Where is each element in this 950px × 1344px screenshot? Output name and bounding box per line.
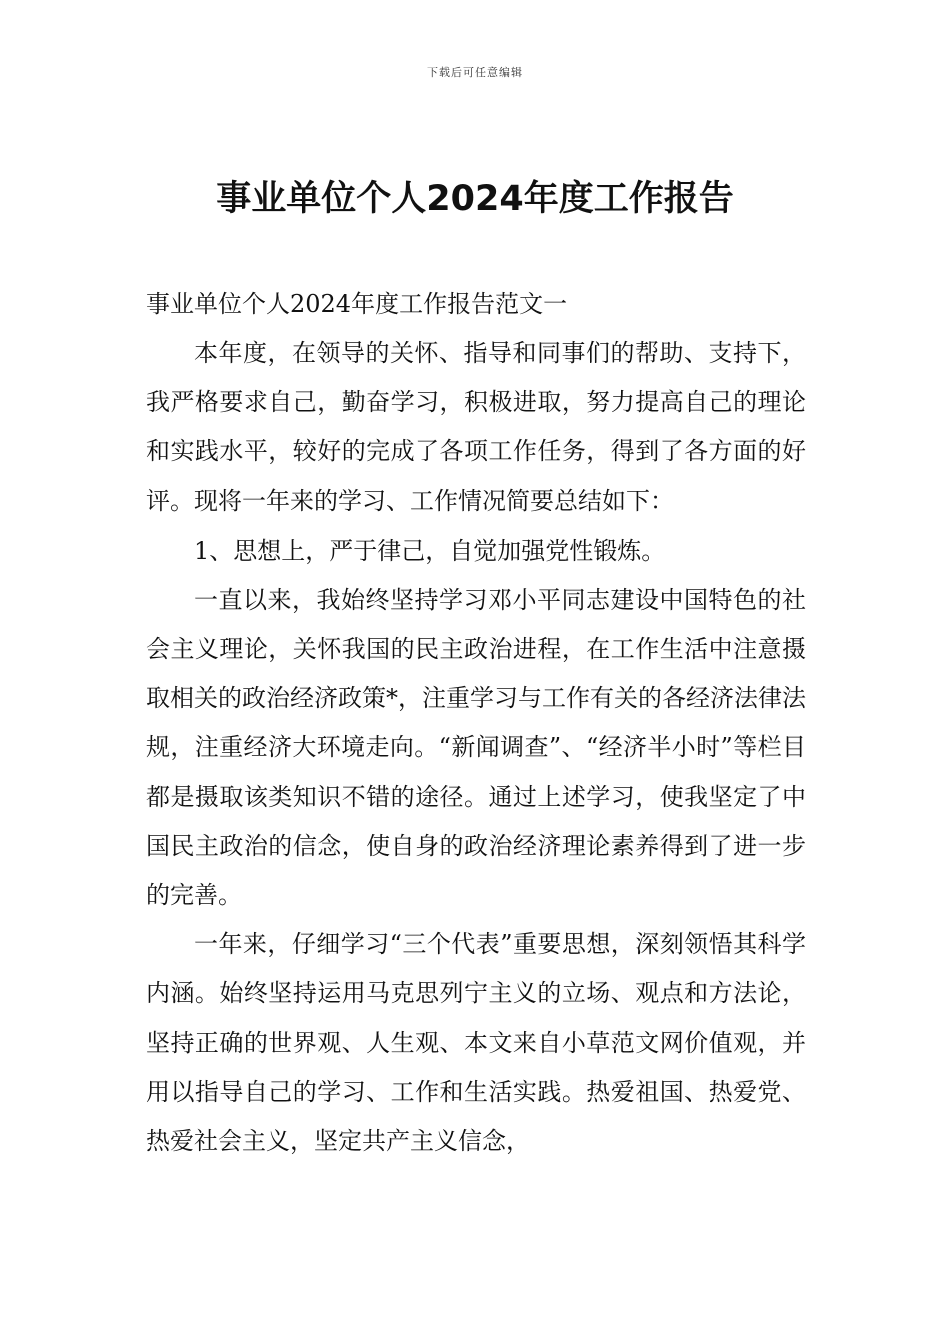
paragraph-theory-study: 一直以来，我始终坚持学习邓小平同志建设中国特色的社会主义理论，关怀我国的民主政治进程，在工作生活中注意摄取相关的政治经济政策*，注重学习与工作有关的各经济法律法规，注重经济大环境走向。“新闻调查”、“经济半小时”等栏目都是摄取该类知识不错的途径。通过上述学习，使我坚定了中国民主政治的信念，使自身的政治经济理论素养得到了进一步的完善。	[146, 585, 806, 910]
paragraph-intro: 本年度，在领导的关怀、指导和同事们的帮助、支持下，我严格要求自己，勤奋学习，积极进取，努力提高自己的理论和实践水平，较好的完成了各项工作任务，得到了各方面的好评。现将一年来的学习、工作情况简要总结如下：	[146, 339, 806, 515]
paragraph-section-heading: 1、思想上，严于律己，自觉加强党性锻炼。	[194, 536, 666, 565]
document-title: 事业单位个人2024年度工作报告	[216, 179, 734, 219]
document-body	[146, 279, 806, 1166]
paragraph-three-represents: 一年来，仔细学习“三个代表”重要思想，深刻领悟其科学内涵。始终坚持运用马克思列宁主义的立场、观点和方法论，坚持正确的世界观、人生观、本文来自小草范文网价值观，并用以指导自己的学习、工作和生活实践。热爱祖国、热爱党、热爱社会主义，坚定共产主义信念，	[146, 930, 806, 1156]
document-subtitle: 事业单位个人2024年度工作报告范文一	[146, 290, 568, 318]
header-note: 下载后可任意编辑	[427, 66, 523, 79]
